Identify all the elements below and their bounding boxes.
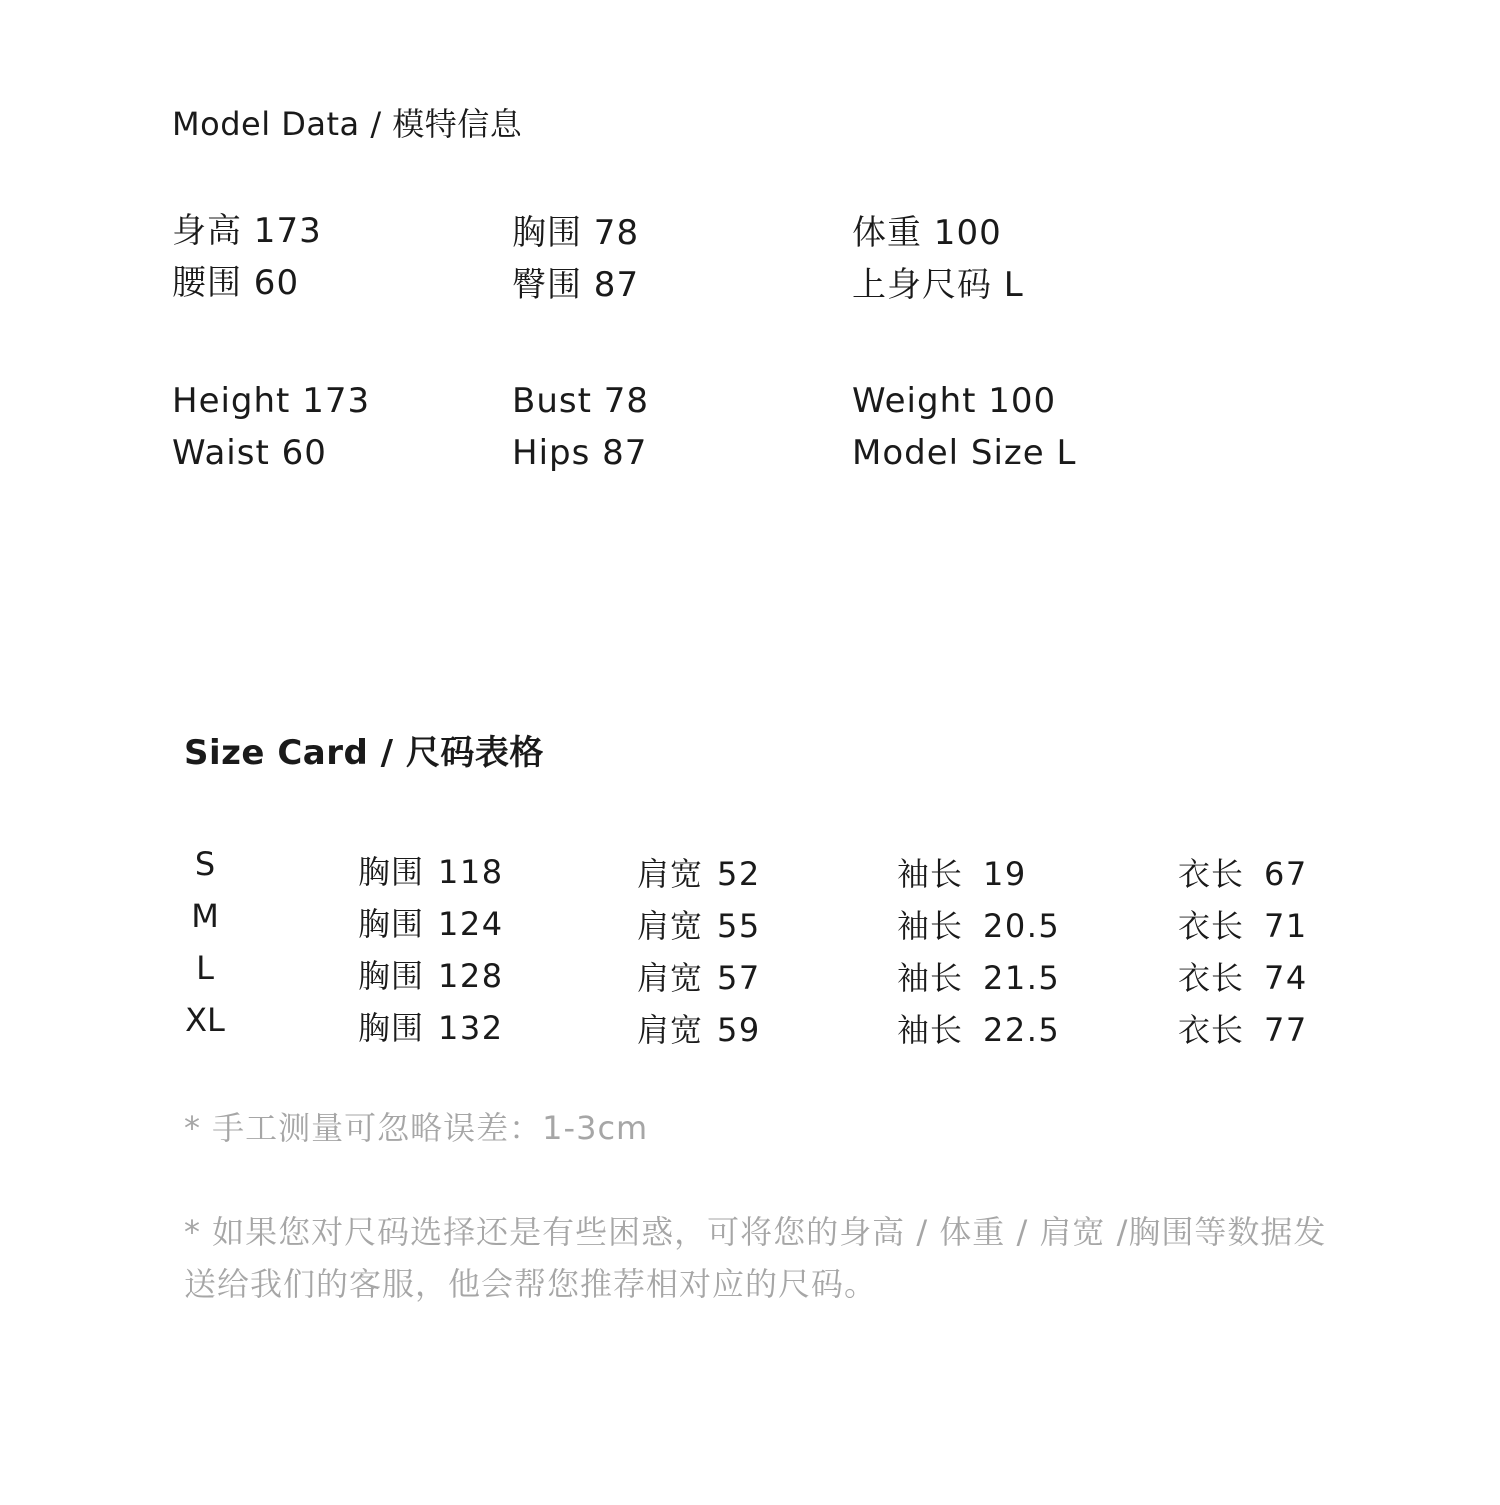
size-s-shoulder [637,855,761,893]
size-s-bust [358,853,504,891]
length-label: 衣长 [1178,959,1245,997]
en-model-size: Model Size L [852,433,1077,473]
length-value: 77 [1264,1011,1308,1049]
size-m-sleeve [897,907,1061,945]
zh-height: 身高 173 [172,211,322,251]
size-l-shoulder [637,959,761,997]
size-xl-shoulder [637,1011,761,1049]
length-label: 衣长 [1178,907,1245,945]
shoulder-value: 59 [717,1011,761,1049]
en-waist: Waist 60 [172,433,327,473]
shoulder-label: 肩宽 [637,855,704,893]
shoulder-label: 肩宽 [637,907,704,945]
size-m-bust [358,905,504,943]
shoulder-value: 57 [717,959,761,997]
sleeve-value: 22.5 [983,1011,1061,1049]
size-label-xl: XL [185,1001,225,1039]
zh-waist: 腰围 60 [172,263,300,303]
sleeve-value: 20.5 [983,907,1061,945]
size-m-length [1178,907,1308,945]
en-bust: Bust 78 [512,381,649,421]
length-value: 71 [1264,907,1308,945]
shoulder-value: 55 [717,907,761,945]
size-l-bust [358,957,504,995]
bust-value: 124 [438,905,504,943]
length-value: 74 [1264,959,1308,997]
shoulder-label: 肩宽 [637,959,704,997]
bust-value: 132 [438,1009,504,1047]
size-s-length [1178,855,1308,893]
size-card-title: Size Card / 尺码表格 [184,733,544,773]
en-weight: Weight 100 [852,381,1057,421]
measurement-tolerance-note: * 手工测量可忽略误差：1-3cm [184,1109,649,1147]
model-data-title: Model Data / 模特信息 [172,105,523,143]
size-l-length [1178,959,1308,997]
sleeve-value: 21.5 [983,959,1061,997]
zh-model-size: 上身尺码 L [852,265,1024,305]
length-value: 67 [1264,855,1308,893]
sleeve-value: 19 [983,855,1027,893]
size-xl-length [1178,1011,1308,1049]
en-hips: Hips 87 [512,433,648,473]
bust-value: 128 [438,957,504,995]
zh-weight: 体重 100 [852,213,1002,253]
size-s-sleeve [897,855,1027,893]
shoulder-value: 52 [717,855,761,893]
bust-label: 胸围 [358,905,425,943]
sleeve-label: 袖长 [897,907,964,945]
bust-label: 胸围 [358,957,425,995]
sleeve-label: 袖长 [897,1011,964,1049]
size-advice-note: * 如果您对尺码选择还是有些困惑，可将您的身高 / 体重 / 肩宽 /胸围等数据发送给我们的客服，他会帮您推荐相对应的尺码。 [184,1213,1327,1303]
sleeve-label: 袖长 [897,855,964,893]
en-height: Height 173 [172,381,371,421]
bust-value: 118 [438,853,504,891]
length-label: 衣长 [1178,1011,1245,1049]
shoulder-label: 肩宽 [637,1011,704,1049]
size-label-m: M [191,897,219,935]
size-m-shoulder [637,907,761,945]
bust-label: 胸围 [358,1009,425,1047]
zh-bust: 胸围 78 [512,213,640,253]
size-label-l: L [196,949,214,987]
size-xl-sleeve [897,1011,1061,1049]
size-l-sleeve [897,959,1061,997]
size-xl-bust [358,1009,504,1047]
zh-hips: 臀围 87 [512,265,640,305]
sleeve-label: 袖长 [897,959,964,997]
length-label: 衣长 [1178,855,1245,893]
size-label-s: S [194,845,216,883]
bust-label: 胸围 [358,853,425,891]
